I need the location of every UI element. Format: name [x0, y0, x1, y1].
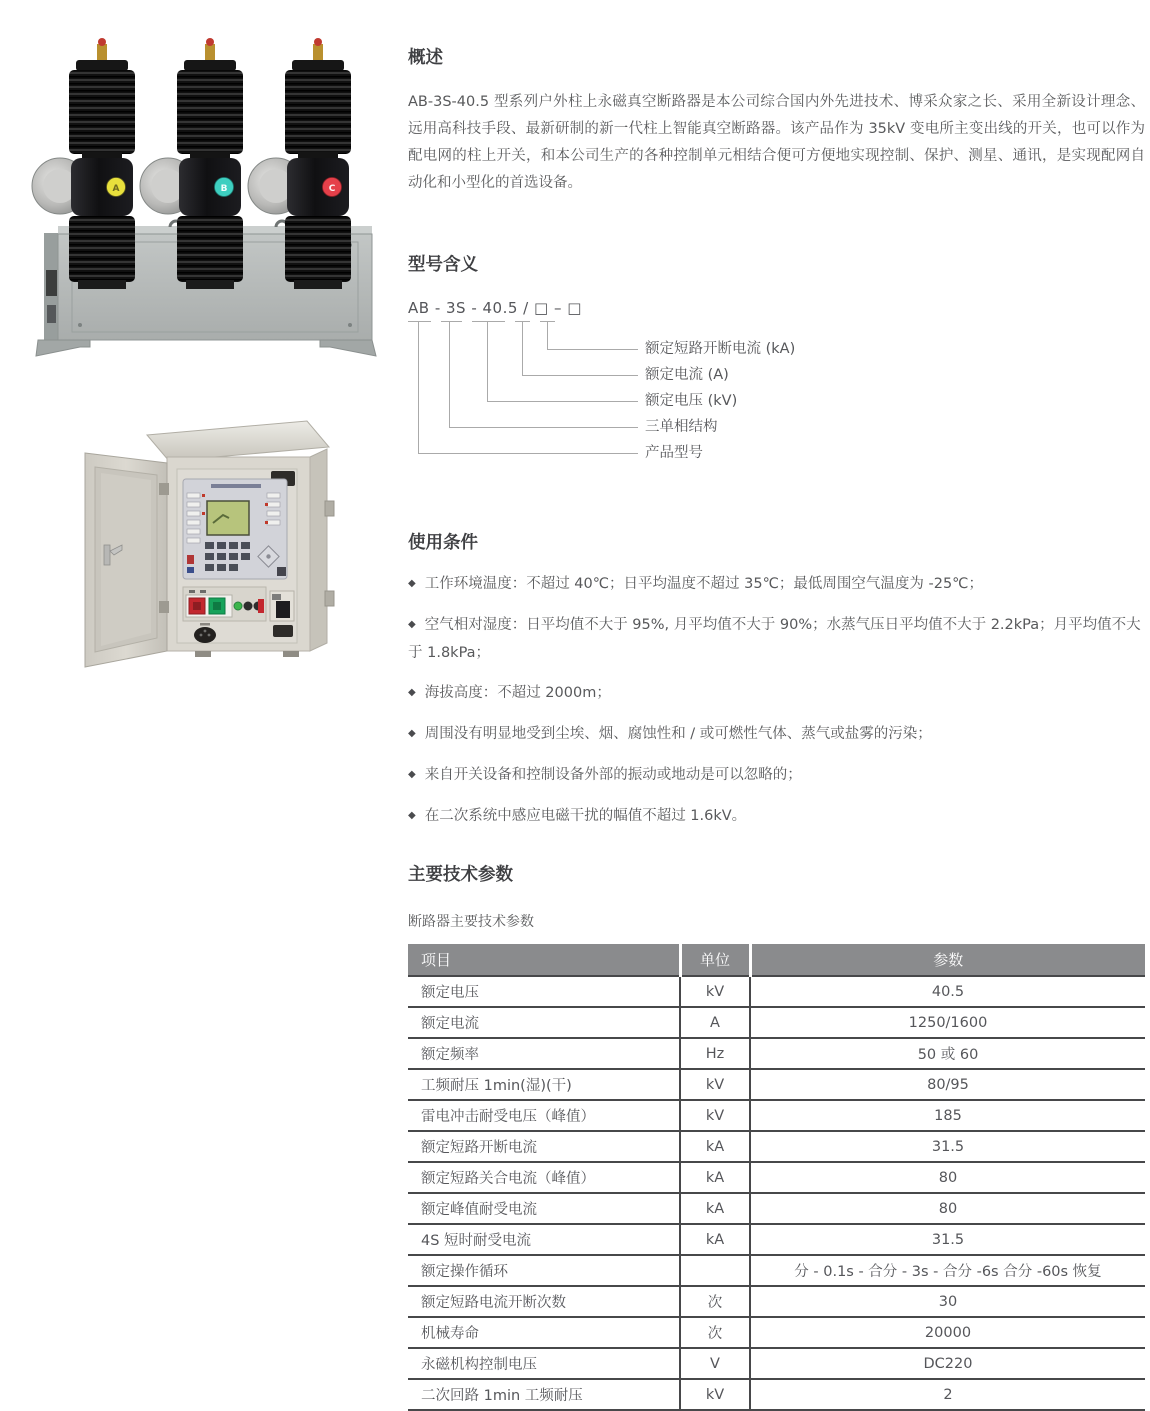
param-value-cell: 31.5 — [750, 1224, 1145, 1255]
param-unit-cell: kA — [680, 1131, 750, 1162]
breaker-product-image — [20, 30, 390, 365]
param-unit-cell — [680, 1255, 750, 1286]
table-row — [408, 1038, 1145, 1069]
param-name-cell: 额定电流 — [408, 1007, 680, 1038]
control-cabinet-image — [55, 405, 375, 705]
param-unit-cell: kV — [680, 1379, 750, 1410]
param-name-cell: 额定峰值耐受电流 — [408, 1193, 680, 1224]
param-value-cell: 50 或 60 — [750, 1038, 1145, 1069]
param-unit-cell: kA — [680, 1224, 750, 1255]
overview-paragraph: AB-3S-40.5 型系列户外柱上永磁真空断路器是本公司综合国内外先进技术、博采众家之长、采用全新设计理念、远用高科技手段、最新研制的新一代柱上智能真空断路器。该产品作为 35kV 变电所主变出线的开关，也可以作为配电网的柱上开关，和本公司生产的各种控制单元相结合便可方便地实现控制、保护、测星、通讯，是实现配网自动化和小型化的首选设备。 — [408, 94, 1145, 191]
model-code-diagram — [408, 299, 1145, 471]
diamond-bullet-icon: ◆ — [408, 769, 416, 780]
table-row — [408, 1379, 1145, 1410]
condition-text: 工作环境温度：不超过 40℃；日平均温度不超过 35℃；最低周围空气温度为 -25℃； — [424, 576, 983, 592]
table-row — [408, 1224, 1145, 1255]
model-label-breaking-current: 额定短路开断电流 (kA) — [645, 341, 796, 357]
table-row — [408, 1162, 1145, 1193]
condition-text: 来自开关设备和控制设备外部的振动或地动是可以忽略的； — [424, 767, 802, 783]
overview-title: 概述 — [408, 48, 443, 68]
condition-text: 周围没有明显地受到尘埃、烟、腐蚀性和 / 或可燃性气体、蒸气或盐雾的污染； — [424, 726, 932, 742]
param-name-cell: 4S 短时耐受电流 — [408, 1224, 680, 1255]
param-name-cell: 额定电压 — [408, 976, 680, 1007]
param-unit-cell: kV — [680, 1069, 750, 1100]
condition-text: 海拔高度：不超过 2000m； — [424, 685, 611, 701]
power-inlet — [194, 627, 216, 643]
table-body — [408, 976, 1145, 1410]
condition-item — [408, 762, 1145, 790]
param-value-cell: 30 — [750, 1286, 1145, 1317]
param-name-cell: 额定短路电流开断次数 — [408, 1286, 680, 1317]
param-name-cell: 额定短路关合电流（峰值） — [408, 1162, 680, 1193]
param-name-cell: 额定频率 — [408, 1038, 680, 1069]
param-unit-cell: kV — [680, 976, 750, 1007]
param-name-cell: 机械寿命 — [408, 1317, 680, 1348]
param-unit-cell: 次 — [680, 1317, 750, 1348]
param-name-cell: 永磁机构控制电压 — [408, 1348, 680, 1379]
param-unit-cell: 次 — [680, 1286, 750, 1317]
condition-text: 在二次系统中感应电磁干扰的幅值不超过 1.6kV。 — [424, 808, 747, 824]
param-name-cell: 额定操作循环 — [408, 1255, 680, 1286]
section-usage-conditions — [408, 531, 1145, 831]
cabinet-door — [85, 453, 169, 667]
technical-parameters-title: 主要技术参数 — [408, 865, 513, 885]
usage-conditions-title: 使用条件 — [408, 533, 478, 553]
diamond-bullet-icon: ◆ — [408, 687, 416, 698]
column-header-value: 参数 — [750, 944, 1145, 976]
condition-item — [408, 721, 1145, 749]
condition-item — [408, 612, 1145, 667]
param-unit-cell: V — [680, 1348, 750, 1379]
param-value-cell: 31.5 — [750, 1131, 1145, 1162]
table-row — [408, 1255, 1145, 1286]
phase-a-label: A — [112, 184, 120, 194]
table-row — [408, 1317, 1145, 1348]
table-header-row — [408, 944, 1145, 976]
table-row — [408, 1069, 1145, 1100]
param-value-cell: 20000 — [750, 1317, 1145, 1348]
parameters-table — [408, 944, 1145, 1411]
relay-panel — [183, 479, 287, 579]
content-column — [408, 46, 1145, 1411]
param-value-cell: 1250/1600 — [750, 1007, 1145, 1038]
param-value-cell: 80 — [750, 1193, 1145, 1224]
param-value-cell: DC220 — [750, 1348, 1145, 1379]
table-row — [408, 1007, 1145, 1038]
table-row — [408, 1131, 1145, 1162]
phase-b-label: B — [220, 184, 228, 194]
param-unit-cell: kA — [680, 1193, 750, 1224]
param-unit-cell: kV — [680, 1100, 750, 1131]
table-row — [408, 1286, 1145, 1317]
model-code: AB - 3S - 40.5 / □ – □ — [408, 299, 582, 317]
column-header-item: 项目 — [408, 944, 680, 976]
diamond-bullet-icon: ◆ — [408, 619, 416, 630]
section-technical-parameters — [408, 863, 1145, 1411]
section-overview — [408, 46, 1145, 197]
param-name-cell: 二次回路 1min 工频耐压 — [408, 1379, 680, 1410]
condition-item — [408, 571, 1145, 599]
model-label-structure: 三单相结构 — [645, 419, 718, 435]
param-unit-cell: A — [680, 1007, 750, 1038]
connector-product-model — [418, 321, 638, 454]
section-model-meaning — [408, 253, 1145, 471]
table-row — [408, 1193, 1145, 1224]
param-value-cell: 分 - 0.1s - 合分 - 3s - 合分 -6s 合分 -60s 恢复 — [750, 1255, 1145, 1286]
phase-c-label: C — [328, 184, 336, 194]
table-row — [408, 1100, 1145, 1131]
table-subtitle: 断路器主要技术参数 — [408, 914, 534, 930]
column-header-unit: 单位 — [680, 944, 750, 976]
param-unit-cell: kA — [680, 1162, 750, 1193]
cabinet-inner-panel — [177, 469, 297, 643]
condition-item — [408, 680, 1145, 708]
condition-text: 空气相对湿度：日平均值不大于 95%, 月平均值不大于 90%；水蒸气压日平均值不大于 2.2kPa；月平均值不大于 1.8kPa； — [408, 617, 1141, 661]
model-label-product-model: 产品型号 — [645, 445, 703, 461]
param-unit-cell: Hz — [680, 1038, 750, 1069]
param-name-cell: 额定短路开断电流 — [408, 1131, 680, 1162]
param-value-cell: 40.5 — [750, 976, 1145, 1007]
table-row — [408, 1348, 1145, 1379]
table-row — [408, 976, 1145, 1007]
condition-item — [408, 803, 1145, 831]
control-strip — [183, 587, 294, 621]
diamond-bullet-icon: ◆ — [408, 578, 416, 589]
diamond-bullet-icon: ◆ — [408, 810, 416, 821]
diamond-bullet-icon: ◆ — [408, 728, 416, 739]
param-value-cell: 185 — [750, 1100, 1145, 1131]
model-label-rated-current: 额定电流 (A) — [645, 367, 729, 383]
param-value-cell: 2 — [750, 1379, 1145, 1410]
param-value-cell: 80/95 — [750, 1069, 1145, 1100]
param-name-cell: 雷电冲击耐受电压（峰值） — [408, 1100, 680, 1131]
model-label-rated-voltage: 额定电压 (kV) — [645, 393, 738, 409]
usage-conditions-list — [408, 571, 1145, 831]
model-meaning-title: 型号含义 — [408, 255, 478, 275]
param-name-cell: 工频耐压 1min(湿)(干) — [408, 1069, 680, 1100]
param-value-cell: 80 — [750, 1162, 1145, 1193]
